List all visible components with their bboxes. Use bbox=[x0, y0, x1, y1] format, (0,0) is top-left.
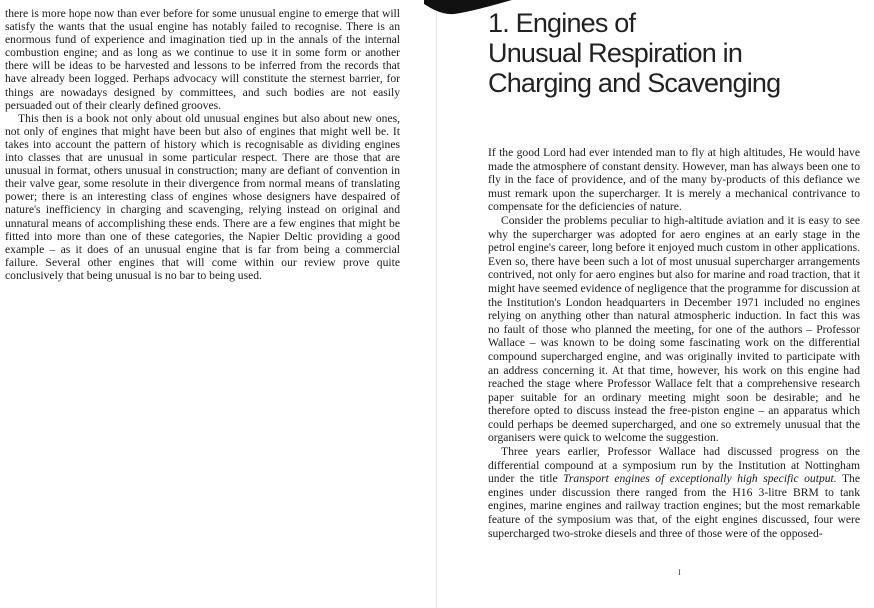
paragraph: Consider the problems peculiar to high-altitude aviation and it is easy to see why the supercharger was adopted for aero engines at an early stage in the petrol engine's career, long before it enjoyed much custom in other applications. Even so, there have been such a lot of most unusual supercharger arrangements contrived, not only for aero engines but also for marine and road traction, that it might have seemed evidence of negligence that the programme for discussion at the Institution's London headquarters in December 1971 included no engines relying on anything other than natural atmospheric induction. In fact this was no fault of those who planned the meeting, for one of the authors – Professor Wallace – was known to be doing some fascinating work on the differential compound supercharged engine, and was originally invited to participate with an address concerning it. At that time, however, his work on this engine had reached the stage where Professor Wallace felt that a comprehensive research paper suitable for an ordinary meeting might soon be desirable; and he therefore opted to discuss instead the free-piston engine – an apparatus which could perhaps be deemed supercharged, and one so extremely unusual that the organisers were quick to welcome the suggestion. bbox=[488, 213, 860, 445]
chapter-title-line: 1. Engines of bbox=[488, 8, 636, 38]
chapter-title bbox=[488, 8, 858, 98]
text-run: The engines under discussion there ranged from the H16 3-litre BRM to tank engines, marine engines and railway traction engines; but the most remarkable feature of the symposium was that, of the eight engines discussed, four were supercharged two-stroke diesels and three of those were of the opposed- bbox=[488, 472, 860, 540]
paragraph: This then is a book not only about old unusual engines but also about new ones, not only of engines that might have been but also of engines that might well be. It takes into account the pattern of history which is recognisable as dividing engines into classes that are unusual in some particular respect. There are those that are unusual in format, others unusual in construction; many are defiant of convention in their valve gear, some resolute in their divergence from normal means of translating power; there is an interesting class of engines whose designers have despaired of nature's inefficiency in charging and scavenging, relying instead on original and unnatural means of accomplishing these ends. There are a few engines that might be fitted into more than one of these categories, the Napier Deltic providing a good example – as it does of an unusual engine that is far from being a commercial failure. Several other engines that will come within our review prove quite conclusively that being unusual is no bar to being used. bbox=[5, 111, 400, 282]
paragraph: there is more hope now than ever before for some unusual engine to emerge that will satisfy the wants that the usual engine has notably failed to recognise. There is an enormous fund of experience and imagination tied up in the annals of the internal combustion engine; and as long as we continue to use it in some form or another there will be ideas to be harvested and lessons to be inferred from the records that have already been logged. Perhaps advocacy will constitute the sternest barrier, for things are nowadays designed by committees, and such bodies are not easily persuaded out of their clearly defined grooves. bbox=[5, 7, 400, 112]
chapter-title-line: Charging and Scavenging bbox=[488, 68, 781, 98]
italic-title: Transport engines of exceptionally high specific output. bbox=[563, 472, 837, 486]
text-run: Three years earlier, Professor Wallace had discussed progress on the differential compound at a symposium run by the Institution at Nottingham under the title bbox=[488, 445, 860, 486]
left-page-body bbox=[5, 7, 400, 282]
paragraph bbox=[488, 445, 860, 540]
right-page-body bbox=[488, 146, 860, 540]
right-page bbox=[437, 0, 874, 608]
page-number: I bbox=[678, 568, 681, 577]
chapter-title-line: Unusual Respiration in bbox=[488, 38, 743, 68]
paragraph: If the good Lord had ever intended man to fly at high altitudes, He would have made the atmosphere of constant density. However, man has always been one to fly in the face of providence, and of the many by-products of this defiance we must remark upon the supercharger. It is merely a mechanical contrivance to compensate for the deficiencies of nature. bbox=[488, 146, 860, 214]
